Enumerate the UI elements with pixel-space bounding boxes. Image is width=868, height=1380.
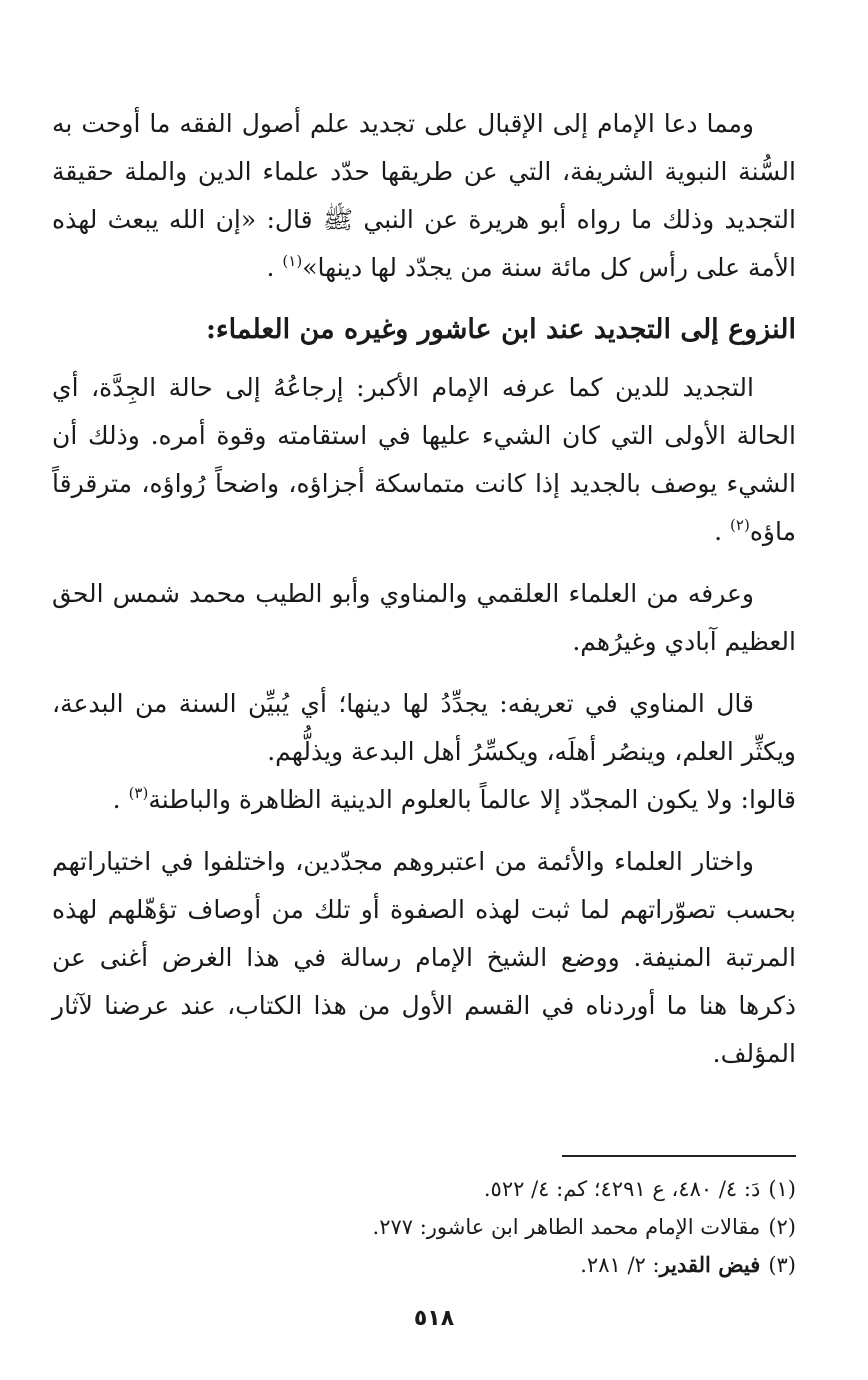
- paragraph-5-end: .: [112, 785, 121, 814]
- footnote-2-number: (٢): [768, 1215, 796, 1239]
- footnote-ref-2[interactable]: (٢): [730, 516, 750, 534]
- footnote-3-text: : ٢/ ٢٨١.: [580, 1253, 660, 1277]
- footnote-3-source-title: فيض القدير: [659, 1252, 761, 1277]
- footnote-ref-3[interactable]: (٣): [128, 784, 149, 802]
- paragraph-5: [52, 776, 796, 824]
- paragraph-4-text: قال المناوي في تعريفه: يجدِّدُ لها دينها؛ أي يُبيِّن السنة من البدعة، ويكثِّر العلم، وينصُر أهلَه، ويكسِّرُ أهل البدعة ويذلُّهم.: [52, 689, 796, 766]
- paragraph-1-text: ومما دعا الإمام إلى الإقبال على تجديد علم أصول الفقه ما أوحت به السُّنة النبوية الشريفة، التي عن طريقها حدّد علماء الدين والملة حقيقة التجديد وذلك ما رواه أبو هريرة عن النبي ﷺ قال: «إن الله يبعث لهذه الأمة على رأس كل مائة سنة من يجدّد لها دينها»: [52, 109, 796, 282]
- footnote-3: [52, 1246, 796, 1284]
- paragraph-2: [52, 364, 796, 556]
- footnote-2: [52, 1208, 796, 1246]
- paragraph-2-text: التجديد للدين كما عرفه الإمام الأكبر: إرجاعُهُ إلى حالة الجِدَّة، أي الحالة الأولى التي كان الشيء عليها في استقامته وقوة أمره. وذلك أن الشيء يوصف بالجديد إذا كانت متماسكة أجزاؤه، واضحاً رُواؤه، مترقرقاً ماؤه: [52, 373, 796, 546]
- footnote-separator: [562, 1155, 796, 1157]
- footnote-2-text: مقالات الإمام محمد الطاهر ابن عاشور: ٢٧٧.: [372, 1215, 761, 1239]
- footnote-1-number: (١): [768, 1177, 796, 1201]
- page-body: [52, 100, 796, 1092]
- paragraph-1-end: .: [266, 253, 275, 282]
- section-heading: النزوع إلى التجديد عند ابن عاشور وغيره من العلماء:: [205, 314, 796, 345]
- paragraph-6-text: واختار العلماء والأئمة من اعتبروهم مجدّدين، واختلفوا في اختياراتهم بحسب تصوّراتهم لما ثبت لهذه الصفوة أو تلك من أوصاف تؤهّلهم لهذه المرتبة المنيفة. ووضع الشيخ الإمام رسالة في هذا الغرض أغنى عن ذكرها هنا ما أوردناه في القسم الأول من هذا الكتاب، عند عرضنا لآثار المؤلف.: [52, 847, 796, 1068]
- paragraph-1: [52, 100, 796, 292]
- footnote-1: [52, 1170, 796, 1208]
- paragraph-3-text: وعرفه من العلماء العلقمي والمناوي وأبو الطيب محمد شمس الحق العظيم آبادي وغيرُهم.: [52, 579, 796, 656]
- footnote-ref-1[interactable]: (١): [282, 252, 303, 270]
- footnote-3-number: (٣): [768, 1253, 796, 1277]
- paragraph-2-end: .: [714, 517, 723, 546]
- page-number: ٥١٨: [413, 1306, 455, 1331]
- paragraph-5-text: قالوا: ولا يكون المجدّد إلا عالماً بالعلوم الدينية الظاهرة والباطنة: [148, 785, 796, 814]
- paragraph-3: [52, 570, 796, 666]
- paragraph-6: [52, 838, 796, 1078]
- paragraph-4: [52, 680, 796, 776]
- footnote-1-text: دَ: ٤/ ٤٨٠، ع ٤٢٩١؛ كم: ٤/ ٥٢٢.: [483, 1177, 761, 1201]
- footnotes: [52, 1170, 796, 1284]
